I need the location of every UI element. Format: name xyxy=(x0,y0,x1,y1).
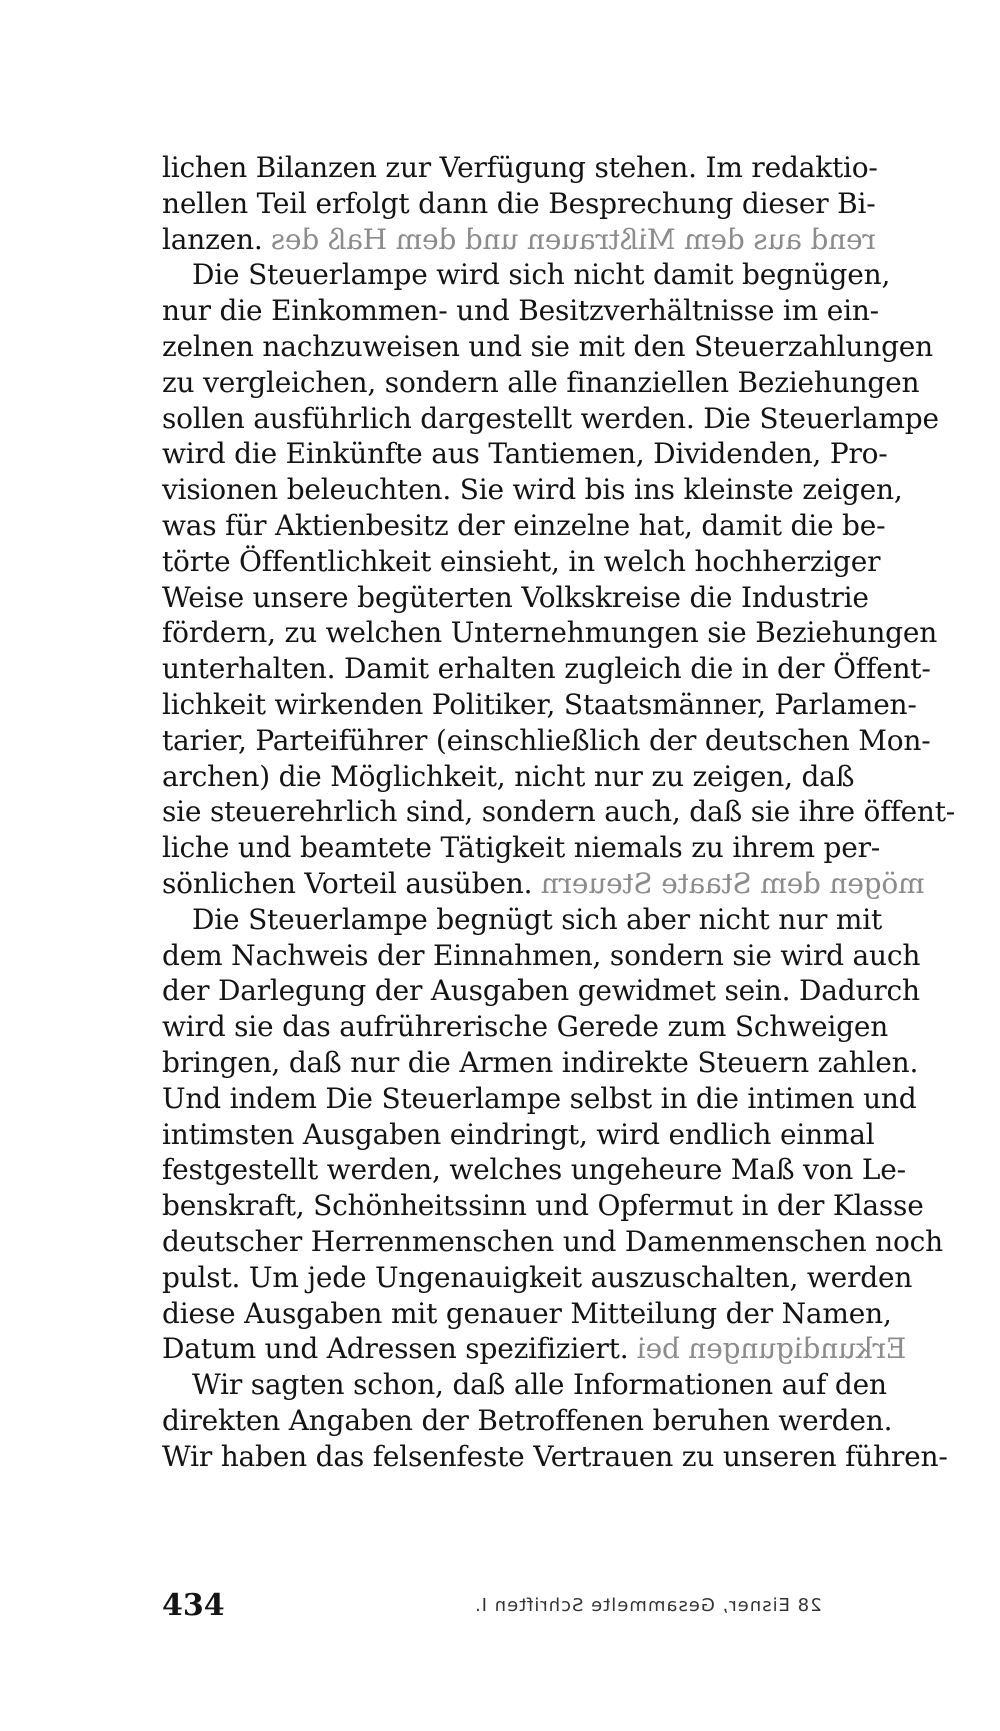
text-line: der Darlegung der Ausgaben gewidmet sein. Dadurch xyxy=(162,974,920,1008)
text-line xyxy=(162,222,877,258)
text-line: lichkeit wirkenden Politiker, Staatsmänner, Parlamen- xyxy=(162,687,917,721)
bleed-through-text: mögen dem Staate Steuern xyxy=(540,866,925,900)
text-line: deutscher Herrenmenschen und Damenmenschen noch xyxy=(162,1224,943,1258)
text-line: festgestellt werden, welches ungeheure Maß von Le- xyxy=(162,1153,906,1187)
printer-signature: 28 Eisner, Gesammelte Schriften I. xyxy=(474,1595,822,1616)
text-line: sollen ausführlich dargestellt werden. Die Steuerlampe xyxy=(162,401,939,435)
bleed-through-text: Erkundigungen bei xyxy=(637,1332,907,1366)
text-line: liche und beamtete Tätigkeit niemals zu ihrem per- xyxy=(162,831,881,865)
text-line: Wir haben das felsenfeste Vertrauen zu unseren führen- xyxy=(162,1439,948,1473)
text-line xyxy=(162,866,925,902)
text-line: sie steuerehrlich sind, sondern auch, daß sie ihre öffent- xyxy=(162,795,956,829)
text-line: direkten Angaben der Betroffenen beruhen werden. xyxy=(162,1403,893,1437)
text-line: archen) die Möglichkeit, nicht nur zu zeigen, daß xyxy=(162,759,855,793)
text-line: intimsten Ausgaben eindringt, wird endlich einmal xyxy=(162,1117,875,1151)
text-line: wird die Einkünfte aus Tantiemen, Dividenden, Pro- xyxy=(162,437,888,471)
text-line: diese Ausgaben mit genauer Mitteilung der Namen, xyxy=(162,1296,892,1330)
text-line: unterhalten. Damit erhalten zugleich die in der Öffent- xyxy=(162,652,931,686)
page-footer xyxy=(162,1588,822,1624)
text-line: dem Nachweis der Einnahmen, sondern sie wird auch xyxy=(162,938,921,972)
text-line: fördern, zu welchen Unternehmungen sie Beziehungen xyxy=(162,616,938,650)
text-line-fragment: Datum und Adressen spezifiziert. xyxy=(162,1332,629,1366)
text-line: tarier, Parteiführer (einschließlich der deutschen Mon- xyxy=(162,723,931,757)
text-line: lichen Bilanzen zur Verfügung stehen. Im redaktio- xyxy=(162,151,878,184)
page-number: 434 xyxy=(162,1588,225,1623)
text-line-fragment: lanzen. xyxy=(162,222,263,256)
text-line: nur die Einkommen- und Besitzverhältnisse im ein- xyxy=(162,294,879,328)
text-line: benskraft, Schönheitssinn und Opfermut in der Klasse xyxy=(162,1189,924,1223)
text-line: Die Steuerlampe begnügt sich aber nicht nur mit xyxy=(192,902,882,936)
bleed-through-text: rend aus dem Mißtrauen und dem Haß des xyxy=(271,222,877,256)
text-line xyxy=(162,1331,907,1367)
text-line: pulst. Um jede Ungenauigkeit auszuschalten, werden xyxy=(162,1260,913,1294)
body-text xyxy=(162,150,956,1474)
text-line: nellen Teil erfolgt dann die Besprechung dieser Bi- xyxy=(162,186,876,220)
text-line: bringen, daß nur die Armen indirekte Steuern zahlen. xyxy=(162,1045,919,1079)
text-line: was für Aktienbesitz der einzelne hat, damit die be- xyxy=(162,508,886,542)
text-line: visionen beleuchten. Sie wird bis ins kleinste zeigen, xyxy=(162,473,903,507)
text-line: Weise unsere begüterten Volkskreise die Industrie xyxy=(162,580,869,614)
text-line: törte Öffentlichkeit einsieht, in welch hochherziger xyxy=(162,544,881,578)
text-line: Und indem Die Steuerlampe selbst in die intimen und xyxy=(162,1081,917,1115)
text-line: zelnen nachzuweisen und sie mit den Steuerzahlungen xyxy=(162,329,933,363)
text-line: Die Steuerlampe wird sich nicht damit begnügen, xyxy=(192,258,891,292)
text-line-fragment: sönlichen Vorteil ausüben. xyxy=(162,866,533,900)
text-line: zu vergleichen, sondern alle finanziellen Beziehungen xyxy=(162,365,920,399)
text-line: wird sie das aufrührerische Gerede zum Schweigen xyxy=(162,1010,889,1044)
text-line: Wir sagten schon, daß alle Informationen auf den xyxy=(192,1368,887,1402)
